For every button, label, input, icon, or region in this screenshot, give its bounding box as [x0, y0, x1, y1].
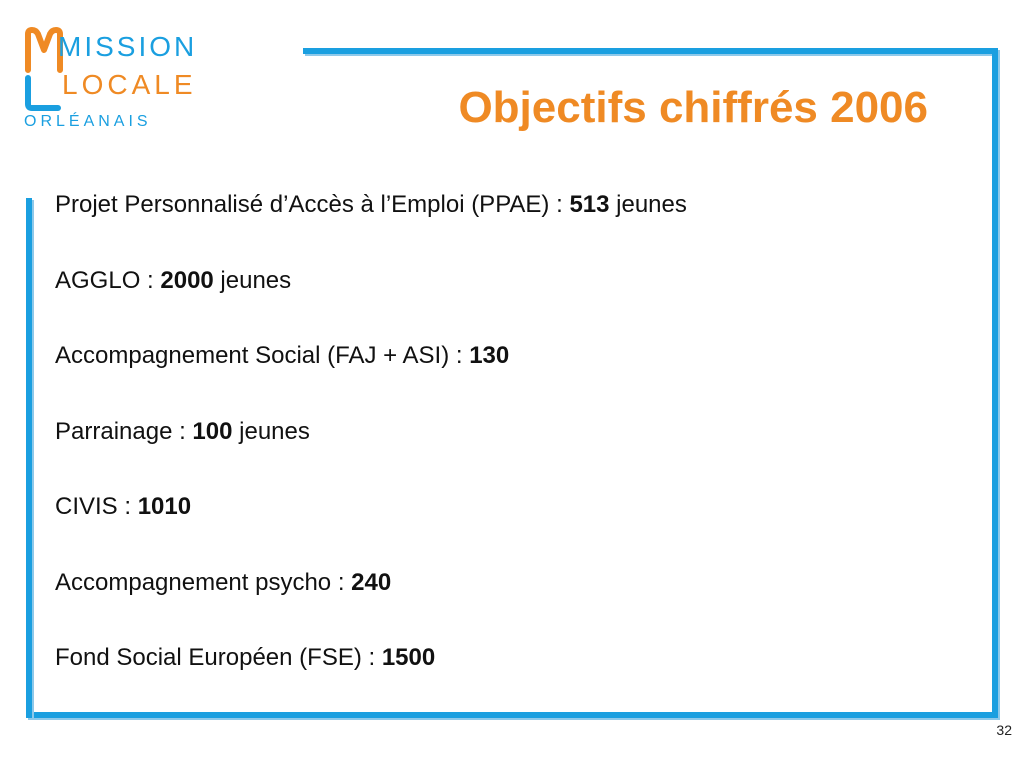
mission-locale-logo	[22, 26, 212, 131]
frame-right-border	[992, 48, 998, 718]
objective-value: 130	[469, 342, 510, 369]
objective-label: Accompagnement Social (FAJ + ASI) :	[55, 342, 470, 369]
objective-item-psycho	[55, 564, 687, 602]
objective-label: Parrainage :	[55, 417, 193, 445]
objective-label: AGGLO :	[55, 266, 161, 294]
objective-value: 100	[192, 417, 233, 445]
slide-title: Objectifs chiffrés 2006	[458, 83, 928, 132]
logo-line2: LOCALE	[62, 69, 197, 100]
objective-label: CIVIS :	[55, 493, 138, 520]
objective-label: Projet Personnalisé d’Accès à l’Emploi (PPAE) :	[55, 191, 570, 218]
objective-item-agglo	[55, 262, 687, 300]
objective-item-fse	[55, 639, 687, 677]
objective-value: 513	[569, 191, 610, 218]
objective-value: 1010	[137, 493, 192, 520]
objective-suffix: jeunes	[213, 266, 292, 294]
page-number: 32	[996, 722, 1012, 738]
objectives-list	[55, 186, 687, 715]
logo-line3: ORLÉANAIS	[24, 113, 152, 130]
logo-m-mark	[28, 30, 60, 70]
objective-suffix: jeunes	[232, 417, 310, 445]
objective-value: 1500	[381, 644, 436, 671]
objective-label: Fond Social Européen (FSE) :	[55, 644, 382, 671]
objective-item-civis	[55, 488, 687, 526]
objective-suffix: jeunes	[609, 191, 687, 218]
objective-value: 240	[351, 568, 392, 596]
frame-top-border	[303, 48, 998, 54]
frame-left-border	[26, 198, 32, 718]
objective-item-parrainage	[55, 413, 687, 451]
logo-line1: MISSION	[58, 31, 198, 62]
objective-label: Accompagnement psycho :	[55, 568, 352, 596]
objective-item-social	[55, 337, 687, 375]
objective-value: 2000	[160, 266, 214, 294]
objective-item-ppae	[55, 186, 687, 224]
logo-l-mark	[28, 78, 58, 108]
